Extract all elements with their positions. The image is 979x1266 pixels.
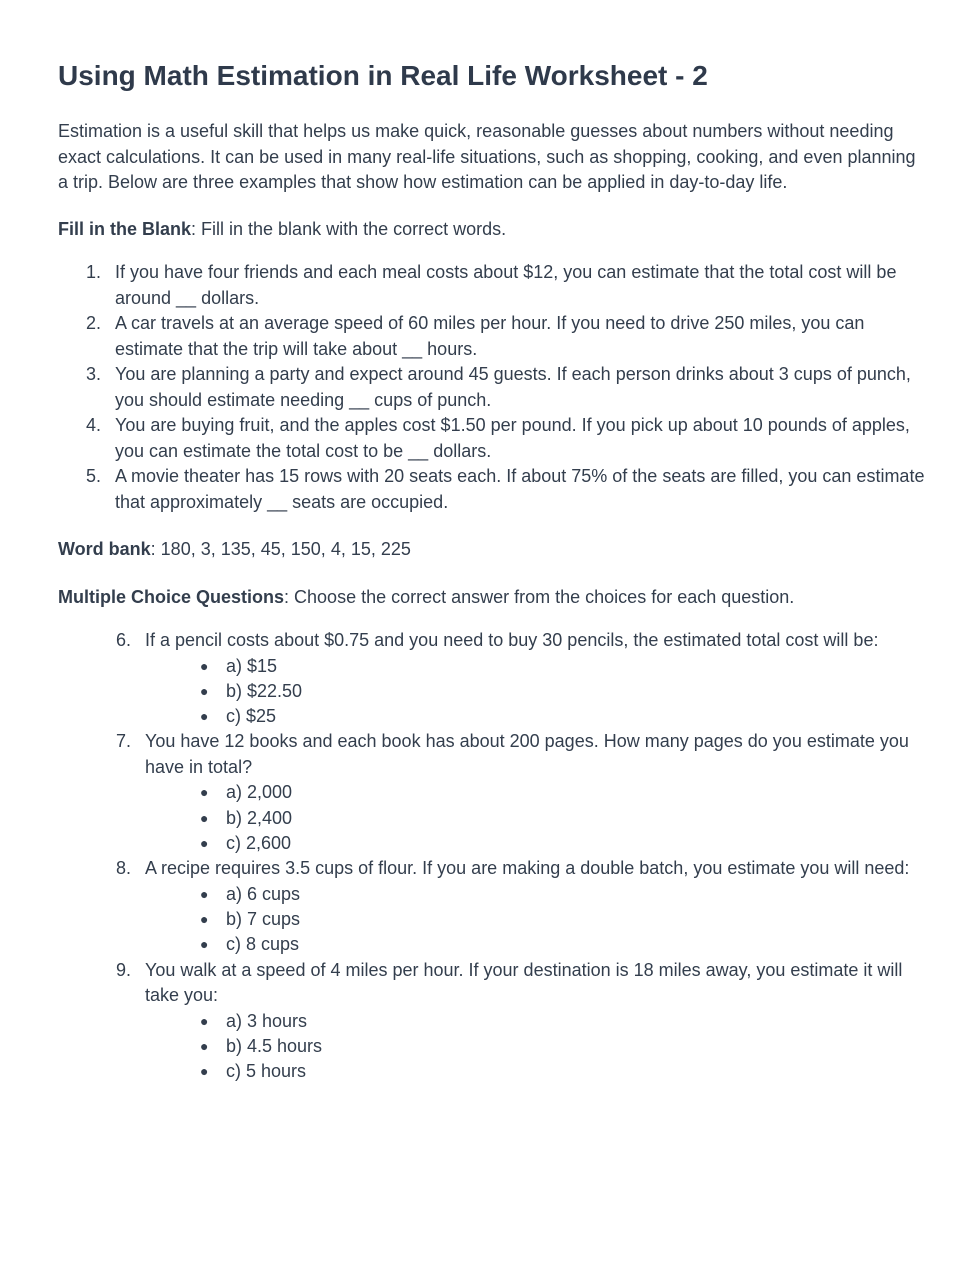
multiple-choice-heading [58, 585, 928, 611]
answer-option: ● b) $22.50 [145, 679, 928, 704]
answer-options [145, 1009, 928, 1085]
question-text: If a pencil costs about $0.75 and you need to buy 30 pencils, the estimated total cost will be: [145, 630, 879, 650]
answer-option: ● c) $25 [145, 704, 928, 729]
bullet-icon: ● [200, 657, 209, 674]
question-text: You are buying fruit, and the apples cost $1.50 per pound. If you pick up about 10 pounds of apples, you can estimate the total cost to be __ dollars. [115, 415, 910, 461]
question-number: 1. [86, 262, 102, 282]
bullet-icon: ● [200, 1063, 209, 1080]
bullet-icon: ● [200, 809, 209, 826]
answer-options [145, 654, 928, 730]
answer-option: ● c) 5 hours [145, 1059, 928, 1084]
fill-in-blank-list [58, 260, 928, 515]
multiple-choice-question [58, 628, 928, 729]
worksheet-page [58, 56, 928, 1085]
answer-option: ● b) 2,400 [145, 806, 928, 831]
question-number: 6. [116, 630, 132, 650]
word-bank [58, 537, 928, 563]
fill-in-blank-question [58, 260, 928, 311]
question-number: 9. [116, 959, 132, 980]
multiple-choice-question [58, 958, 928, 1085]
multiple-choice-question [58, 729, 928, 856]
question-text: You walk at a speed of 4 miles per hour. If your destination is 18 miles away, you estimate it will take you: [145, 959, 903, 1006]
answer-option: ● a) $15 [145, 654, 928, 679]
word-bank-label: Word bank [58, 539, 151, 559]
answer-option: ● c) 2,600 [145, 831, 928, 856]
multiple-choice-instruction: : Choose the correct answer from the choices for each question. [284, 586, 795, 607]
bullet-icon: ● [200, 1012, 209, 1029]
answer-option: ● c) 8 cups [145, 932, 928, 957]
answer-option: ● a) 6 cups [145, 882, 928, 907]
question-number: 8. [116, 858, 132, 879]
fill-in-blank-heading [58, 217, 928, 243]
fill-in-blank-instruction: : Fill in the blank with the correct words. [191, 218, 507, 239]
bullet-icon: ● [200, 834, 209, 851]
question-number: 7. [116, 731, 132, 752]
multiple-choice-list [58, 628, 928, 1085]
bullet-icon: ● [200, 911, 209, 928]
answer-options [145, 882, 928, 958]
bullet-icon: ● [200, 1037, 209, 1054]
word-bank-words: : 180, 3, 135, 45, 150, 4, 15, 225 [150, 539, 411, 559]
multiple-choice-question [58, 856, 928, 957]
answer-option: ● b) 7 cups [145, 907, 928, 932]
question-text: You have 12 books and each book has about 200 pages. How many pages do you estimate you have in total? [145, 731, 909, 777]
question-text: A recipe requires 3.5 cups of flour. If you are making a double batch, you estimate you will need: [145, 858, 910, 879]
fill-in-blank-question [58, 464, 928, 515]
page-title: Using Math Estimation in Real Life Worksheet - 2 [58, 60, 708, 91]
question-text: If you have four friends and each meal costs about $12, you can estimate that the total cost will be around __ dollars. [115, 262, 897, 308]
fill-in-blank-label: Fill in the Blank [58, 218, 192, 239]
question-number: 2. [86, 313, 102, 333]
fill-in-blank-question [58, 413, 928, 464]
question-text: A car travels at an average speed of 60 miles per hour. If you need to drive 250 miles, you can estimate that the trip will take about __ hours. [115, 313, 865, 359]
bullet-icon: ● [200, 784, 209, 801]
question-text: A movie theater has 15 rows with 20 seats each. If about 75% of the seats are filled, you can estimate that approximately __ seats are occupied. [115, 466, 925, 512]
answer-option: ● a) 3 hours [145, 1009, 928, 1034]
question-number: 3. [86, 364, 102, 384]
question-number: 4. [86, 415, 102, 435]
multiple-choice-label: Multiple Choice Questions [58, 586, 285, 607]
intro-paragraph: Estimation is a useful skill that helps us make quick, reasonable guesses about numbers without needing exact calculations. It can be used in many real-life situations, such as shopping, cooking, and even planning a trip. Below are three examples that show how estimation can be applied in day-to-day life. [58, 121, 916, 192]
bullet-icon: ● [200, 936, 209, 953]
answer-option: ● b) 4.5 hours [145, 1034, 928, 1059]
fill-in-blank-question [58, 362, 928, 413]
answer-option: ● a) 2,000 [145, 780, 928, 805]
bullet-icon: ● [200, 682, 209, 699]
answer-options [145, 780, 928, 856]
question-text: You are planning a party and expect around 45 guests. If each person drinks about 3 cups of punch, you should estimate needing __ cups of punch. [115, 364, 911, 410]
fill-in-blank-question [58, 311, 928, 362]
bullet-icon: ● [200, 708, 209, 725]
bullet-icon: ● [200, 885, 209, 902]
question-number: 5. [86, 466, 102, 486]
